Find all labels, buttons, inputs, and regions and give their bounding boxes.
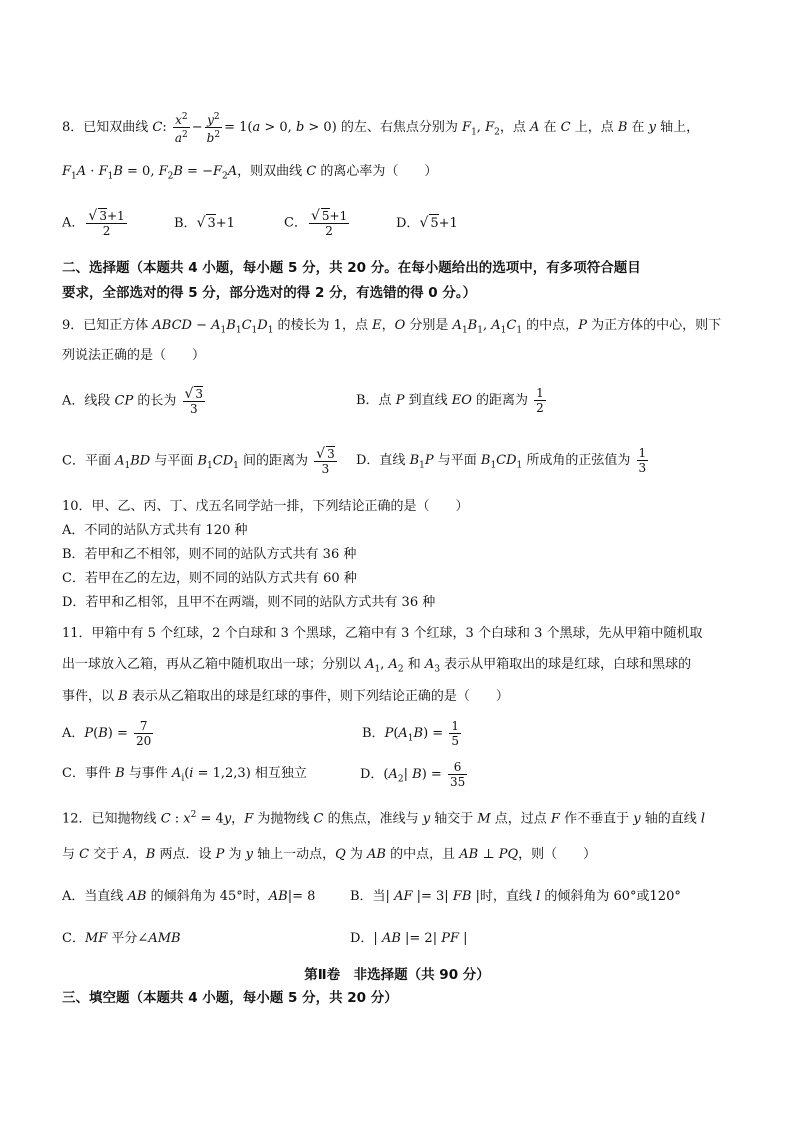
q12-line2: 与 C 交于 A，B 两点．设 P 为 y 轴上一动点，Q 为 AB 的中点，且 AB ⊥ PQ，则（ ） [62, 847, 597, 862]
q11-option-a: A．P(B) = $\frac{7}{20}$ [62, 719, 152, 748]
q8-line1: 8．已知双曲线 C: $\frac{x^2}{a^2}$ − $\frac{y^2}{b^2}$ = 1(a > 0, b > 0) 的左、右焦点分别为 $F_1$, $F_2$，点 A 在 C 上，点 B 在 y 轴上， [62, 112, 700, 145]
q8-line2: $F_1A \cdot F_1B = 0$, $F_2B = -F_2A$，则双曲线 C 的离心率为（ ） [62, 164, 438, 182]
q9-option-c: C．平面 $A_1BD$ 与平面 $B_1CD_1$ 间的距离为 $\frac{√ 3}{3}$ [62, 446, 335, 476]
q8-option-d: D．√ 5+1 [396, 215, 458, 231]
q8-option-a: A． $\frac{√ 3+1}{2}$ [62, 208, 125, 238]
q10-option-b: B．若甲和乙不相邻，则不同的站队方式共有 36 种 [62, 547, 357, 562]
q10-stem: 10．甲、乙、丙、丁、戊五名同学站一排，下列结论正确的是（ ） [62, 499, 469, 514]
q8-option-c: C． $\frac{√ 5+1}{2}$ [284, 208, 348, 238]
q12-option-a: A．当直线 AB 的倾斜角为 45°时，AB|= 8 [62, 889, 316, 904]
q11-option-b: B．$P(A_1B)$ = $\frac{1}{5}$ [362, 719, 459, 748]
q9-option-b: B．点 P 到直线 EO 的距离为 $\frac{1}{2}$ [356, 386, 544, 415]
q12-option-c: C．MF 平分∠AMB [62, 931, 181, 946]
section3-heading: 三、填空题（本题共 4 小题，每小题 5 分，共 20 分） [62, 990, 398, 1006]
q9-line2: 列说法正确的是（ ） [62, 348, 206, 363]
q11-line2: 出一球放入乙箱，再从乙箱中随机取出一球；分别以 $A_1$, $A_2$ 和 $A_3$ 表示从甲箱取出的球是红球，白球和黑球的 [62, 657, 692, 675]
q10-option-d: D．若甲和乙相邻，且甲不在两端，则不同的站队方式共有 36 种 [62, 595, 436, 610]
part2-title: 第Ⅱ卷 非选择题（共 90 分） [304, 967, 490, 983]
q10-option-c: C．若甲在乙的左边，则不同的站队方式共有 60 种 [62, 571, 357, 586]
q10-option-a: A．不同的站队方式共有 120 种 [62, 523, 248, 538]
section2-heading-line1: 二、选择题（本题共 4 小题，每小题 5 分，共 20 分。在每小题给出的选项中，有多项符合题目 [62, 260, 641, 276]
q9-line1: 9．已知正方体 ABCD − $A_1B_1C_1D_1$ 的棱长为 1，点 E，O 分别是 $A_1B_1$, $A_1C_1$ 的中点，P 为正方体的中心，则下 [62, 318, 722, 336]
q8-option-b: B．√ 3+1 [174, 215, 235, 231]
q11-option-d: D．($A_2|$ B) = $\frac{6}{35}$ [360, 760, 466, 789]
q11-line1: 11．甲箱中有 5 个红球，2 个白球和 3 个黑球，乙箱中有 3 个红球，3 个白球和 3 个黑球，先从甲箱中随机取 [62, 626, 703, 641]
q12-option-d: D．| AB |= 2| PF | [350, 931, 468, 946]
q11-option-c: C．事件 B 与事件 $A_i(i = 1,2,3)$ 相互独立 [62, 766, 307, 784]
q11-line3: 事件，以 B 表示从乙箱取出的球是红球的事件，则下列结论正确的是（ ） [62, 689, 509, 704]
q9-option-a: A．线段 CP 的长为 $\frac{√ 3}{3}$ [62, 386, 204, 416]
q9-option-d: D．直线 $B_1P$ 与平面 $B_1CD_1$ 所成角的正弦值为 $\frac{1}{3}$ [356, 446, 647, 475]
section2-heading-line2: 要求，全部选对的得 5 分，部分选对的得 2 分，有选错的得 0 分。） [62, 285, 477, 301]
q12-option-b: B．当| AF |= 3| FB |时，直线 l 的倾斜角为 60°或120° [350, 889, 681, 904]
q12-line1: 12．已知抛物线 C : $x^2 = 4y$，F 为抛物线 C 的焦点，准线与 y 轴交于 M 点，过点 F 作不垂直于 y 轴的直线 l [62, 810, 705, 827]
